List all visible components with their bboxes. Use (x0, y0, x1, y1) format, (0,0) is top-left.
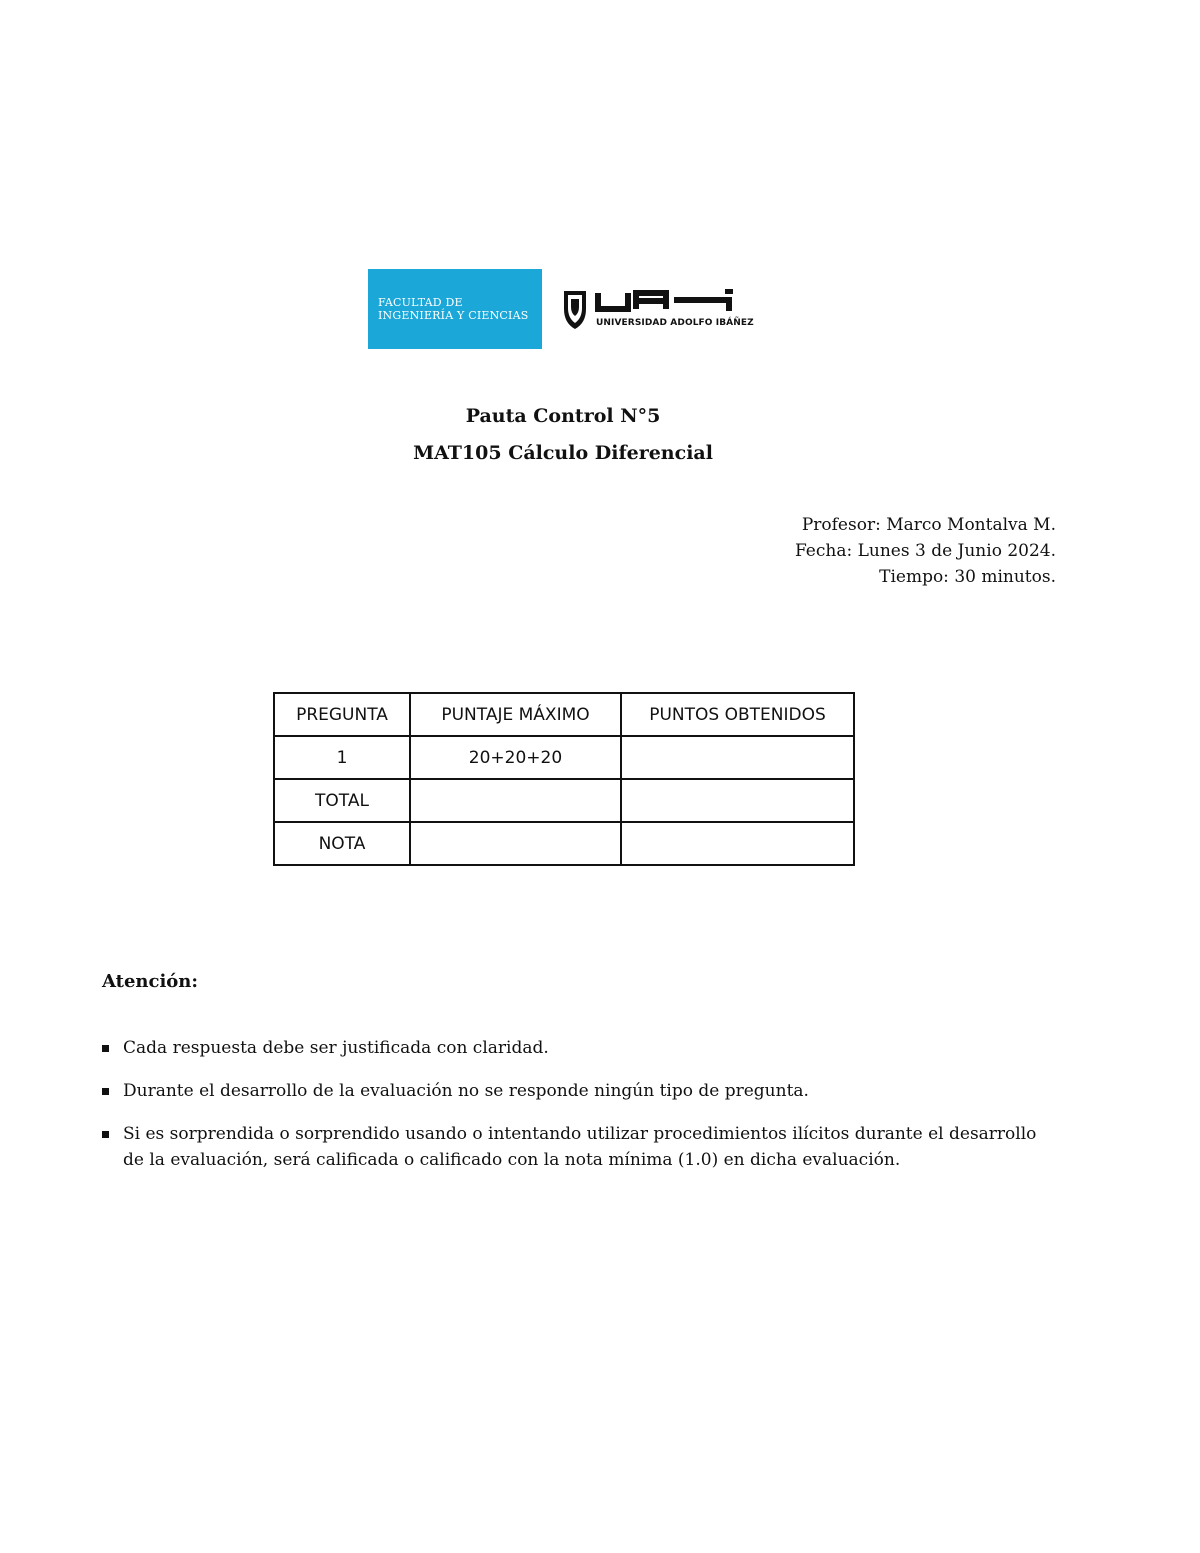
faculty-logo-line1: FACULTAD DE (378, 296, 463, 309)
bullet-icon (102, 1088, 109, 1095)
table-cell: TOTAL (274, 779, 410, 822)
course-title: MAT105 Cálculo Diferencial (413, 442, 713, 464)
list-item (102, 1078, 1062, 1104)
faculty-logo-line2: INGENIERÍA Y CIENCIAS (378, 309, 529, 322)
professor-line: Profesor: Marco Montalva M. (801, 515, 1056, 535)
list-item (102, 1035, 1062, 1061)
rules-list (102, 1035, 1062, 1190)
table-header-cell: PUNTAJE MÁXIMO (410, 693, 621, 736)
table-cell: NOTA (274, 822, 410, 865)
table-row (274, 822, 854, 865)
table-cell (621, 736, 854, 779)
table-cell (621, 822, 854, 865)
table-row (274, 736, 854, 779)
bullet-icon (102, 1045, 109, 1052)
table-cell (621, 779, 854, 822)
list-item-text: Cada respuesta debe ser justificada con claridad. (123, 1038, 549, 1058)
time-line: Tiempo: 30 minutos. (879, 567, 1056, 587)
bullet-icon (102, 1131, 109, 1138)
table-cell: 20+20+20 (410, 736, 621, 779)
date-line: Fecha: Lunes 3 de Junio 2024. (794, 541, 1056, 561)
table-header-row (274, 693, 854, 736)
table-header-cell: PUNTOS OBTENIDOS (621, 693, 854, 736)
faculty-logo (368, 269, 542, 349)
table-cell (410, 779, 621, 822)
table-header-cell: PREGUNTA (274, 693, 410, 736)
list-item-text: Si es sorprendida o sorprendido usando o intentando utilizar procedimientos ilícitos durante el desarrollo de la evaluación, será calificada o calificado con la nota mínima (1.0) en dicha evaluación. (123, 1124, 1037, 1170)
attention-heading: Atención: (102, 971, 199, 992)
score-table (273, 692, 855, 866)
table-cell (410, 822, 621, 865)
list-item (102, 1121, 1062, 1173)
table-row (274, 779, 854, 822)
page-title: Pauta Control N°5 (465, 405, 661, 427)
university-logo-text: UNIVERSIDAD ADOLFO IBÁÑEZ (596, 318, 754, 328)
table-cell: 1 (274, 736, 410, 779)
list-item-text: Durante el desarrollo de la evaluación no se responde ningún tipo de pregunta. (123, 1081, 809, 1101)
